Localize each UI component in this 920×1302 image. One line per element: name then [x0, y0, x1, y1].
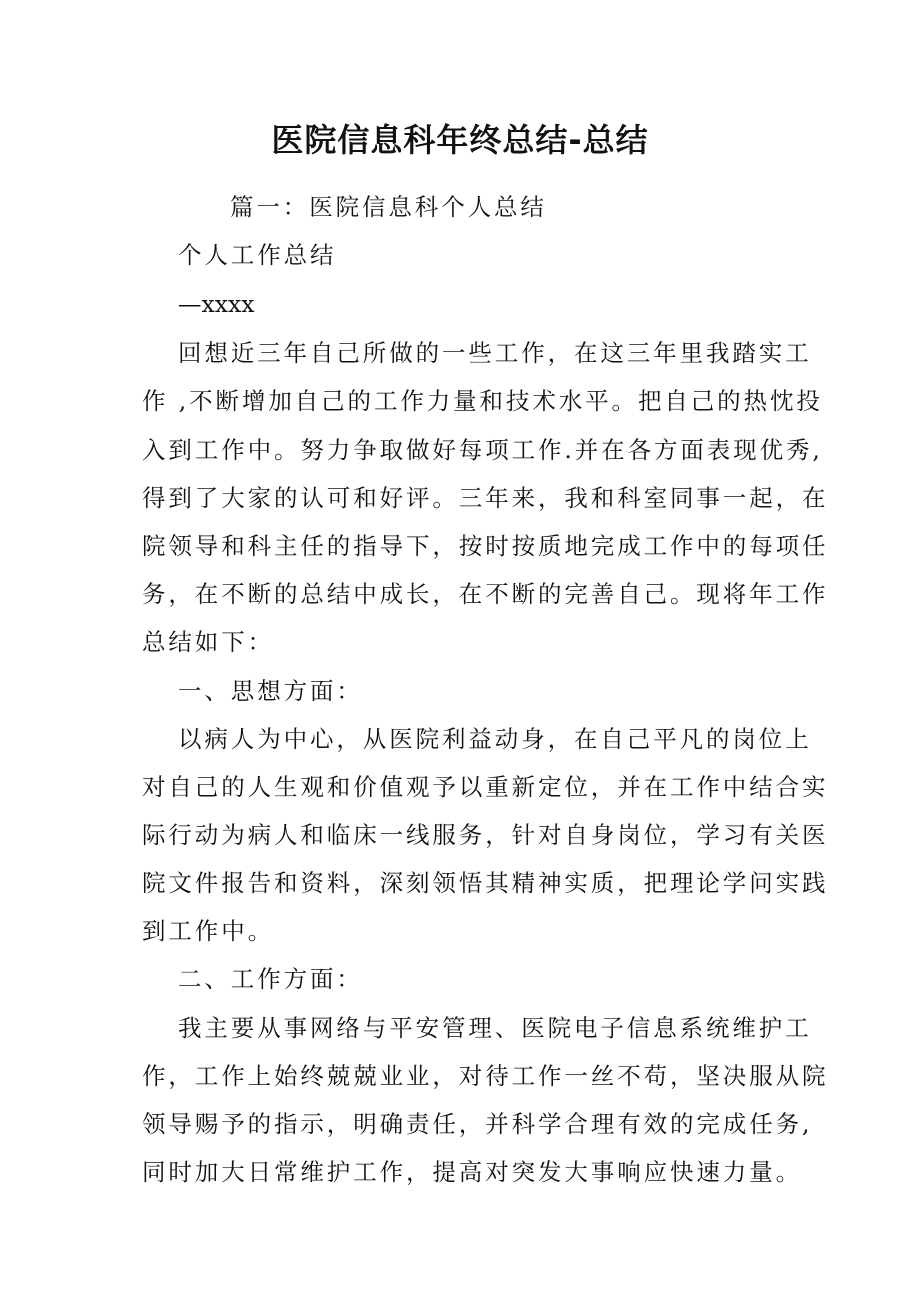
paragraph-line: 对自己的人生观和价值观予以重新定位，并在工作中结合实: [142, 773, 829, 801]
heading-thought: 一、思想方面：: [178, 677, 363, 705]
subtitle: 个人工作总结: [178, 241, 337, 269]
section-heading: 篇一：医院信息科个人总结: [230, 193, 547, 221]
document-title: 医院信息科年终总结-总结: [271, 121, 649, 159]
paragraph-line: 务，在不断的总结中成长，在不断的完善自己。现将年工作: [142, 580, 829, 608]
paragraph-line: 领导赐予的指示，明确责任，并科学合理有效的完成任务,: [142, 1110, 813, 1138]
paragraph-line: 同时加大日常维护工作，提高对突发大事响应快速力量。: [142, 1158, 802, 1186]
author: —xxxx: [178, 290, 255, 318]
paragraph-line: 际行动为病人和临床一线服务，针对自身岗位，学习有关医: [142, 821, 829, 849]
paragraph-line: 得到了大家的认可和好评。三年来，我和科室同事一起，在: [142, 484, 829, 512]
paragraph-line: 我主要从事网络与平安管理、医院电子信息系统维护工: [178, 1014, 812, 1042]
paragraph-line: 院领导和科主任的指导下，按时按质地完成工作中的每项任: [142, 532, 829, 560]
paragraph-line: 作，工作上始终兢兢业业，对待工作一丝不苟，坚决服从院: [142, 1062, 829, 1090]
paragraph-line: 作 ,不断增加自己的工作力量和技术水平。把自己的热忱投: [142, 387, 823, 415]
paragraph-line: 以病人为中心，从医院利益动身，在自己平凡的岗位上: [178, 725, 812, 753]
paragraph-line: 到工作中。: [142, 917, 274, 945]
paragraph-line: 总结如下：: [142, 628, 274, 656]
paragraph-line: 回想近三年自己所做的一些工作，在这三年里我踏实工: [178, 339, 812, 367]
paragraph-line: 入到工作中。努力争取做好每项工作.并在各方面表现优秀,: [142, 436, 823, 464]
heading-work: 二、工作方面：: [178, 965, 363, 993]
paragraph-line: 院文件报告和资料，深刻领悟其精神实质，把理论学问实践: [142, 869, 829, 897]
